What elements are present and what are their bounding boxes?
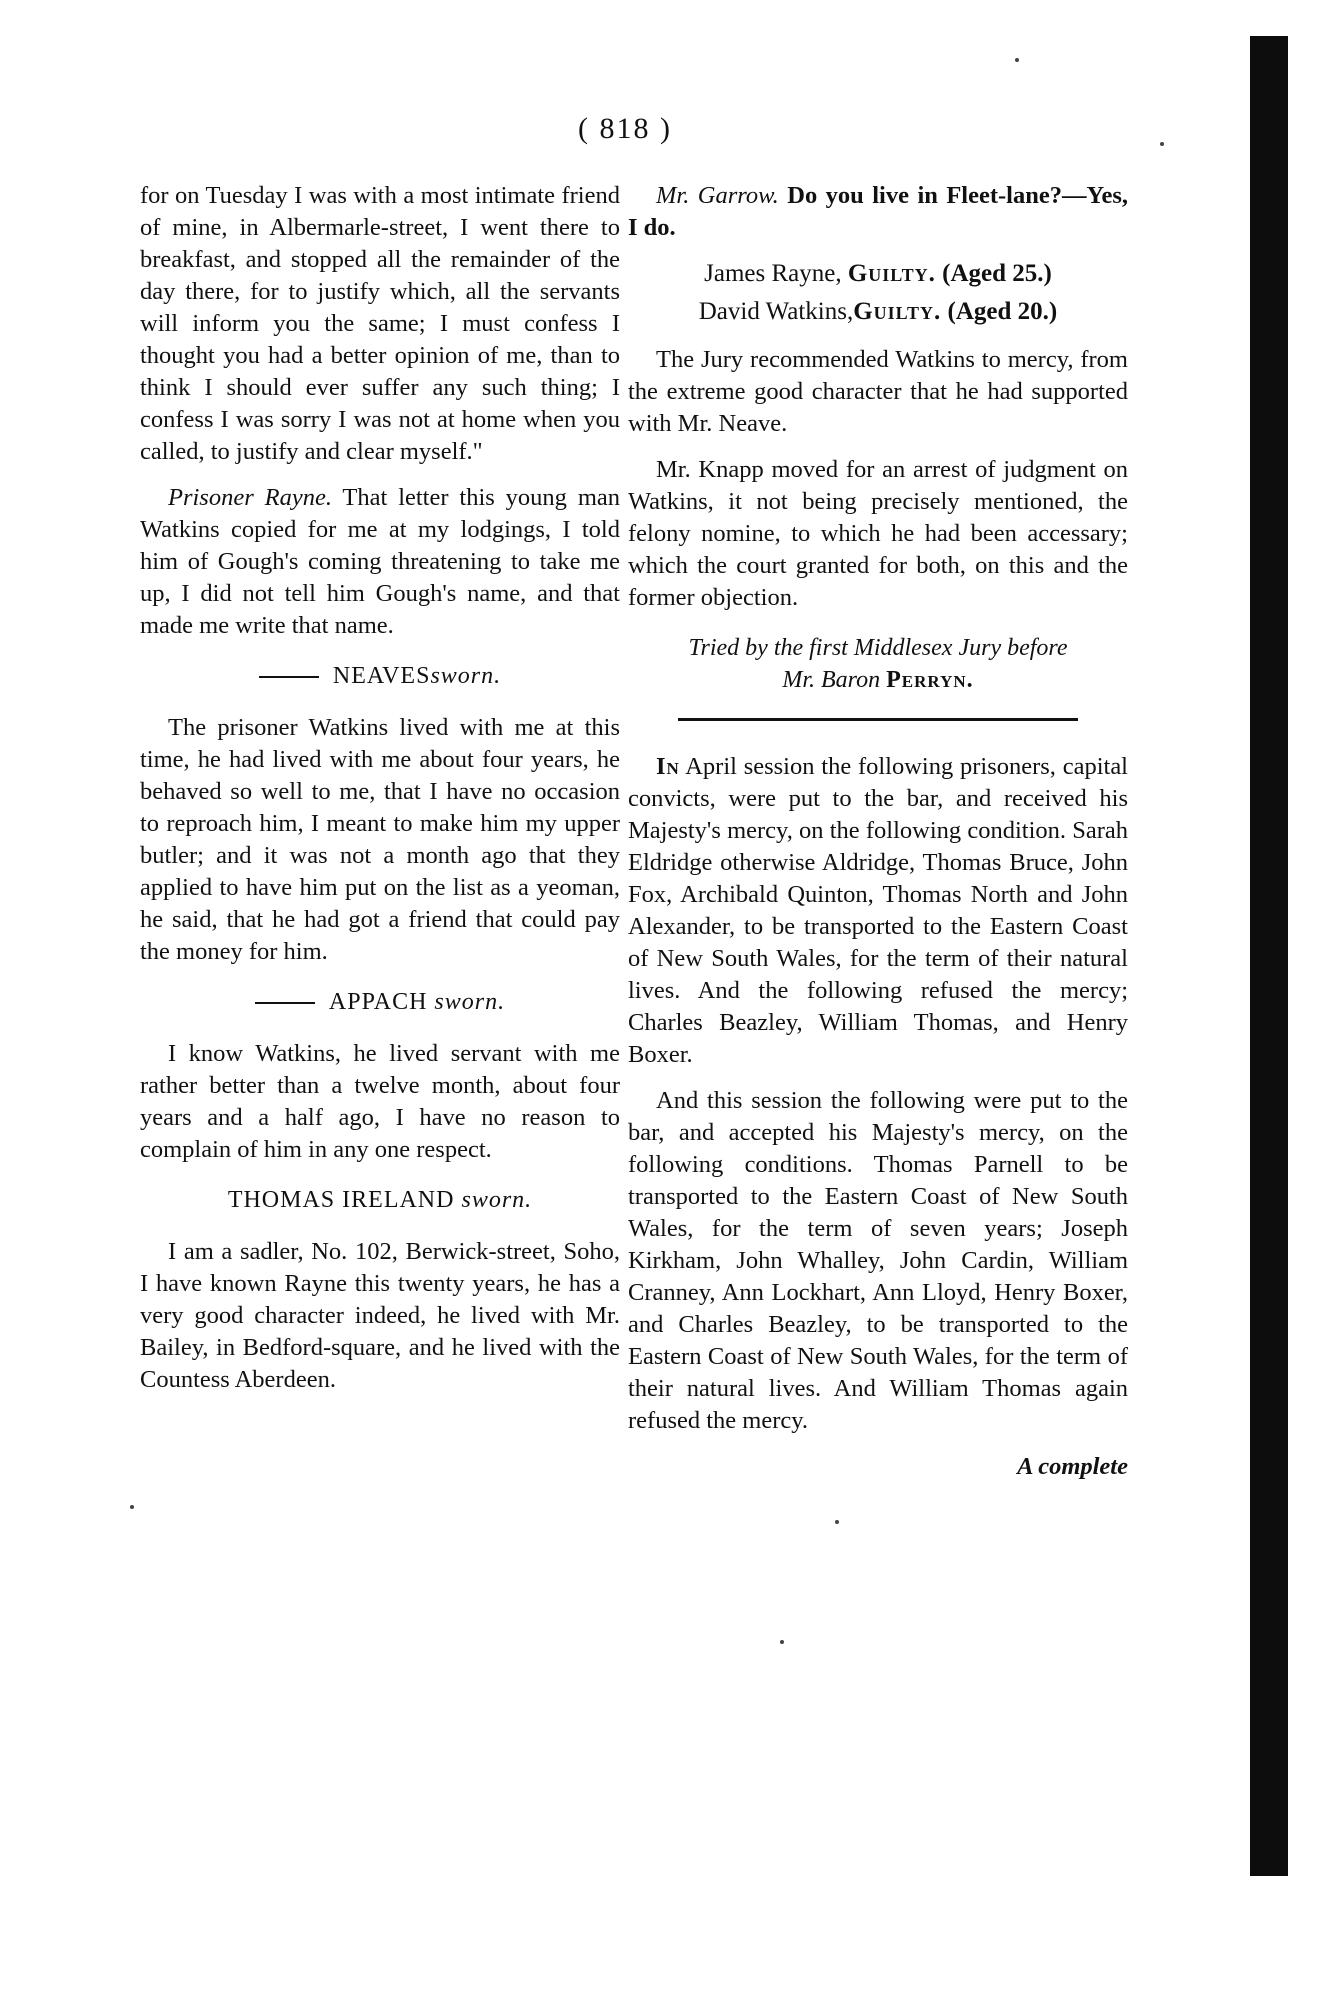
verdict-label: Guilty. [853,298,942,325]
paragraph-text: April session the following prisoners, capital convicts, were put to the bar, and received his Majesty's mercy, on the following condition. Sarah Eldridge otherwise Aldridge, Thomas Bruce, John Fox, Archibald Quinton, Thomas North and John Alexander, to be transported to the Eastern Coast of New South Wales, for the term of their natural lives. And the following refused the mercy; Charles Beazley, William Thomas, and Henry Boxer. [628,753,1128,1068]
tried-by-line [628,632,1128,696]
defendant-name: James Rayne, [704,260,842,287]
catchword: A complete [1017,1453,1128,1480]
tried-line-1: Tried by the first Middlesex Jury before [688,635,1068,661]
ireland-testimony: I am a sadler, No. 102, Berwick-street, Soho, I have known Rayne this twenty years, he has a very good character indeed, he lived with Mr. Bailey, in Bedford-square, and he lived with the Countess Aberdeen. [140,1238,620,1393]
witness-name: APPACH [328,989,428,1015]
verdict-rayne [628,258,1128,290]
verdict-label: Guilty. [847,260,936,287]
page-number: ( 818 ) [578,112,672,145]
scan-speck [835,1520,839,1524]
sworn-label: sworn. [430,663,502,689]
judge-title: Mr. Baron [782,667,881,693]
scan-speck [1160,142,1164,146]
paragraph-text: That letter this young man Watkins copied for me at my lodgings, I told him of Gough's coming threatening to take me up, I did not tell him Gough's name, and that made me write that name. [140,484,620,639]
neaves-testimony: The prisoner Watkins lived with me at this time, he had lived with me about four years, he behaved so well to me, that I have no occasion to reproach him, I meant to make him my upper butler; and it was not a month ago that they applied to have him put on the list as a yeoman, he said, that he had got a friend that could pay the money for him. [140,714,620,965]
appach-testimony: I know Watkins, he lived servant with me rather better than a twelve month, about four years and a half ago, I have no reason to complain of him in any one respect. [140,1040,620,1163]
right-column [628,180,1128,1483]
witness-name: THOMAS IRELAND [227,1187,455,1213]
scan-speck [1015,58,1019,62]
left-column [140,180,620,1410]
witness-heading-appach [140,986,620,1018]
dash-rule [259,676,319,678]
april-session-paragraph [628,751,1128,1071]
witness-heading-ireland [140,1184,620,1216]
verdict-watkins [628,296,1128,328]
tried-line-2 [628,664,1128,696]
sworn-label: sworn. [461,1187,533,1213]
lead-word: In [656,753,680,780]
scan-speck [780,1640,784,1644]
prisoner-rayne-paragraph [140,482,620,642]
speaker-label: Mr. Garrow. [656,182,779,209]
witness-heading-neaves [140,660,620,692]
speaker-label: Prisoner Rayne. [168,484,332,511]
letter-paragraph: for on Tuesday I was with a most intimate friend of mine, in Albermarle-street, I went there to breakfast, and stopped all the remainder of the day there, for to justify which, all the servants will inform you the same; I must confess I thought you had a better opinion of me, than to think I should ever suffer any such thing; I confess I was sorry I was not at home when you called, to justify and clear myself." [140,182,620,465]
defendant-name: David Watkins, [698,298,854,325]
paragraph-text: Do you live in Fleet-lane?—Yes, I do. [628,182,1128,241]
garrow-question [628,180,1128,244]
sworn-label: sworn. [434,989,506,1015]
arrest-of-judgment: Mr. Knapp moved for an arrest of judgment on Watkins, it not being precisely mentioned, the felony nomine, to which he had been accessary; which the court granted for both, on this and the former objection. [628,456,1128,611]
age-label: (Aged 20.) [947,298,1058,325]
section-rule [678,718,1078,721]
witness-name: NEAVES [332,663,431,689]
scan-edge-shadow [1250,36,1288,1876]
scan-speck [130,1505,134,1509]
jury-recommendation: The Jury recommended Watkins to mercy, from the extreme good character that he had supported with Mr. Neave. [628,346,1128,437]
judge-name: Perryn. [886,667,974,693]
age-label: (Aged 25.) [942,260,1052,287]
this-session-paragraph: And this session the following were put to the bar, and accepted his Majesty's mercy, on the following conditions. Thomas Parnell to be transported to the Eastern Coast of New South Wales, for the term of seven years; Joseph Kirkham, John Whalley, John Cardin, William Cranney, Ann Lockhart, Ann Lloyd, Henry Boxer, and Charles Beazley, to be transported to the Eastern Coast of New South Wales, for the term of their natural lives. And William Thomas again refused the mercy. [628,1087,1128,1434]
dash-rule [255,1002,315,1004]
